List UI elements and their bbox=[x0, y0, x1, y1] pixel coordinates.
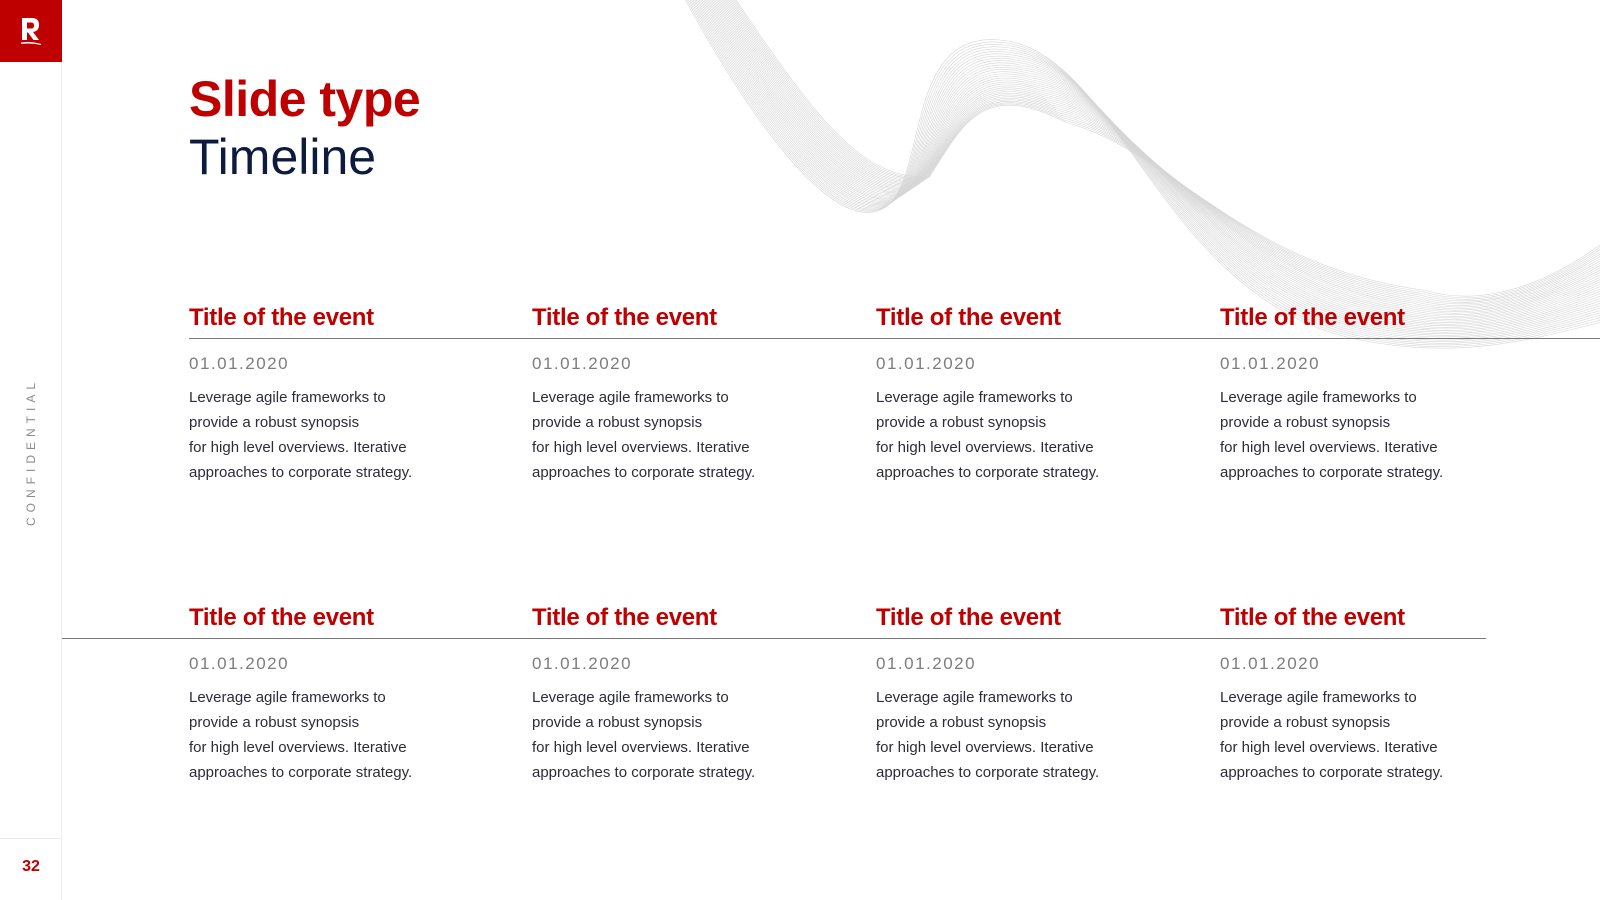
event-description-line: approaches to corporate strategy. bbox=[189, 764, 413, 781]
event-title: Title of the event bbox=[189, 304, 374, 331]
slide-title-block bbox=[189, 70, 420, 186]
event-description-line: Leverage agile frameworks to bbox=[876, 389, 1073, 406]
event-description-line: for high level overviews. Iterative bbox=[1220, 439, 1438, 456]
event-title: Title of the event bbox=[532, 304, 717, 331]
event-description bbox=[189, 385, 489, 485]
wave-line bbox=[695, 0, 1600, 332]
confidential-label: CONFIDENTIAL bbox=[24, 377, 38, 527]
event-description-line: for high level overviews. Iterative bbox=[189, 739, 407, 756]
event-description-line: approaches to corporate strategy. bbox=[876, 464, 1100, 481]
slide-subtitle: Timeline bbox=[189, 129, 377, 185]
event-description-line: for high level overviews. Iterative bbox=[532, 439, 750, 456]
wave-line bbox=[686, 0, 1600, 342]
event-description bbox=[1220, 685, 1520, 785]
event-description-line: approaches to corporate strategy. bbox=[876, 764, 1100, 781]
wave-line bbox=[694, 0, 1600, 334]
event-description-line: provide a robust synopsis bbox=[1220, 414, 1391, 431]
wave-line bbox=[721, 0, 1600, 306]
event-title: Title of the event bbox=[1220, 604, 1405, 631]
wave-line bbox=[700, 0, 1600, 328]
slide-title: Slide type bbox=[189, 71, 421, 127]
event-description-line: Leverage agile frameworks to bbox=[532, 689, 729, 706]
wave-line bbox=[704, 0, 1600, 323]
timeline-event bbox=[1220, 603, 1520, 785]
left-sidebar bbox=[0, 0, 62, 900]
event-description bbox=[189, 685, 489, 785]
event-description-line: provide a robust synopsis bbox=[532, 414, 703, 431]
event-date: 01.01.2020 bbox=[876, 654, 977, 673]
event-description-line: Leverage agile frameworks to bbox=[189, 389, 386, 406]
event-description-line: provide a robust synopsis bbox=[1220, 714, 1391, 731]
wave-line bbox=[680, 0, 1600, 348]
wave-line bbox=[709, 0, 1600, 318]
wave-line bbox=[706, 0, 1600, 321]
timeline-event bbox=[876, 303, 1176, 485]
wave-line bbox=[716, 0, 1600, 310]
wave-line bbox=[692, 0, 1600, 335]
event-date: 01.01.2020 bbox=[189, 654, 290, 673]
wave-line bbox=[719, 0, 1600, 307]
r-logo-icon bbox=[18, 16, 44, 46]
event-description-line: approaches to corporate strategy. bbox=[532, 764, 756, 781]
event-date: 01.01.2020 bbox=[876, 354, 977, 373]
wave-line bbox=[722, 0, 1600, 304]
event-date: 01.01.2020 bbox=[1220, 654, 1321, 673]
event-description-line: for high level overviews. Iterative bbox=[876, 739, 1094, 756]
event-date: 01.01.2020 bbox=[1220, 354, 1321, 373]
wave-line bbox=[728, 0, 1600, 298]
event-description bbox=[532, 385, 832, 485]
event-description-line: approaches to corporate strategy. bbox=[1220, 464, 1444, 481]
wave-line bbox=[697, 0, 1600, 331]
wave-line bbox=[730, 0, 1600, 296]
brand-logo[interactable] bbox=[0, 0, 62, 62]
event-description bbox=[532, 685, 832, 785]
wave-line bbox=[683, 0, 1600, 345]
wave-line bbox=[688, 0, 1600, 340]
event-description-line: for high level overviews. Iterative bbox=[532, 739, 750, 756]
event-description-line: approaches to corporate strategy. bbox=[532, 464, 756, 481]
wave-line bbox=[727, 0, 1600, 299]
event-description bbox=[876, 385, 1176, 485]
wave-line bbox=[725, 0, 1600, 301]
wave-line bbox=[718, 0, 1600, 309]
event-description-line: Leverage agile frameworks to bbox=[532, 389, 729, 406]
timeline-event bbox=[532, 303, 832, 485]
timeline-event bbox=[1220, 303, 1520, 485]
wave-line bbox=[713, 0, 1600, 313]
event-title: Title of the event bbox=[189, 604, 374, 631]
wave-line bbox=[701, 0, 1600, 326]
event-description-line: approaches to corporate strategy. bbox=[189, 464, 413, 481]
event-description-line: Leverage agile frameworks to bbox=[189, 689, 386, 706]
event-date: 01.01.2020 bbox=[532, 654, 633, 673]
timeline-event bbox=[189, 603, 489, 785]
wave-line bbox=[724, 0, 1600, 302]
event-description-line: provide a robust synopsis bbox=[876, 714, 1047, 731]
timeline-event bbox=[189, 303, 489, 485]
event-description-line: Leverage agile frameworks to bbox=[876, 689, 1073, 706]
event-description-line: approaches to corporate strategy. bbox=[1220, 764, 1444, 781]
event-description-line: provide a robust synopsis bbox=[189, 714, 360, 731]
event-date: 01.01.2020 bbox=[532, 354, 633, 373]
wave-line bbox=[689, 0, 1600, 339]
wave-line bbox=[685, 0, 1600, 343]
event-description-line: for high level overviews. Iterative bbox=[1220, 739, 1438, 756]
timeline-event bbox=[532, 603, 832, 785]
page-number: 32 bbox=[22, 858, 40, 875]
event-title: Title of the event bbox=[532, 604, 717, 631]
wave-line bbox=[715, 0, 1600, 312]
timeline-event bbox=[876, 603, 1176, 785]
wave-line bbox=[707, 0, 1600, 320]
event-title: Title of the event bbox=[876, 604, 1061, 631]
event-description bbox=[876, 685, 1176, 785]
wave-line bbox=[682, 0, 1600, 347]
event-description-line: provide a robust synopsis bbox=[189, 414, 360, 431]
wave-line bbox=[698, 0, 1600, 329]
wave-line bbox=[703, 0, 1600, 324]
event-title: Title of the event bbox=[876, 304, 1061, 331]
wave-line bbox=[691, 0, 1600, 337]
event-description bbox=[1220, 385, 1520, 485]
event-description-line: Leverage agile frameworks to bbox=[1220, 389, 1417, 406]
event-description-line: provide a robust synopsis bbox=[876, 414, 1047, 431]
event-date: 01.01.2020 bbox=[189, 354, 290, 373]
event-description-line: provide a robust synopsis bbox=[532, 714, 703, 731]
wave-line bbox=[710, 0, 1600, 316]
event-description-line: for high level overviews. Iterative bbox=[189, 439, 407, 456]
event-title: Title of the event bbox=[1220, 304, 1405, 331]
event-description-line: for high level overviews. Iterative bbox=[876, 439, 1094, 456]
wave-line bbox=[712, 0, 1600, 315]
sidebar-divider bbox=[0, 838, 62, 839]
event-description-line: Leverage agile frameworks to bbox=[1220, 689, 1417, 706]
